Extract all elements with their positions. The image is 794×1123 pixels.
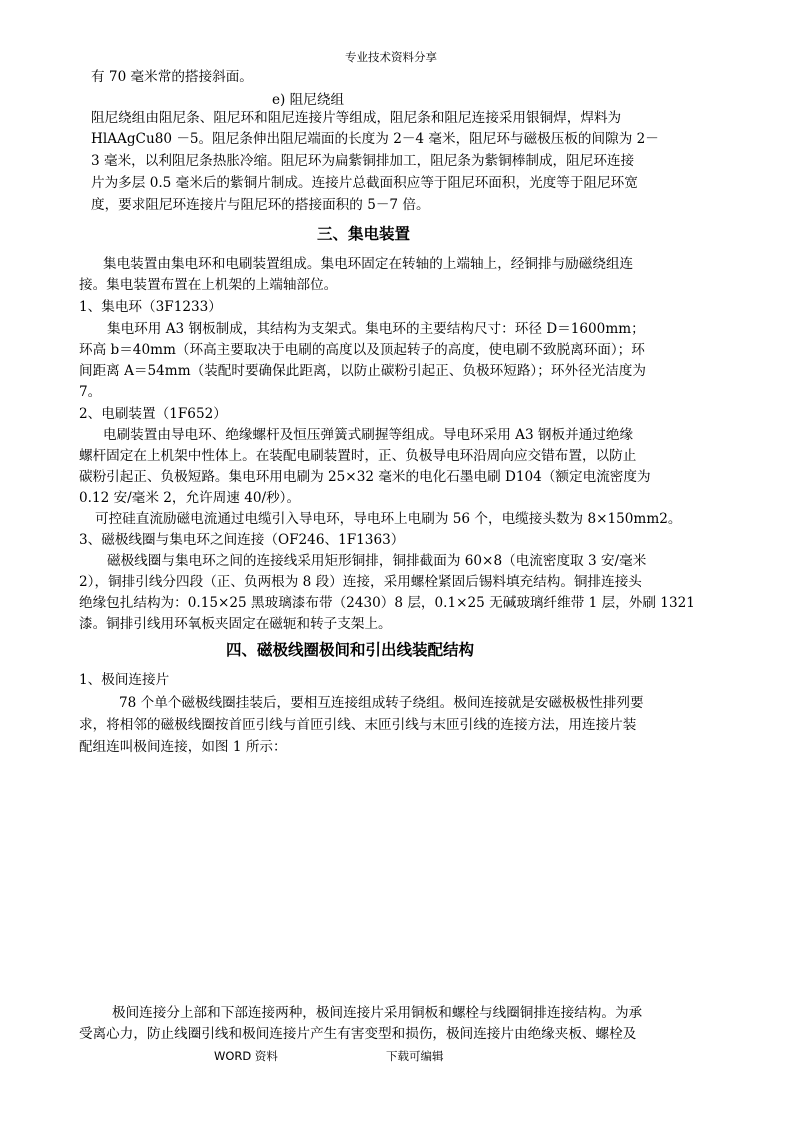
paragraph-line: 阻尼绕组由阻尼条、阻尼环和阻尼连接片等组成，阻尼条和阻尼连接采用银铜焊，焊料为 (91, 110, 622, 126)
list-item-heading: 1、集电环（3F1233） (79, 299, 222, 315)
paragraph-line: 集电环用 A3 钢板制成，其结构为支架式。集电环的主要结构尺寸：环径 D＝1600mm； (107, 321, 645, 337)
paragraph-line: 2），铜排引线分四段（正、负两根为 8 段）连接，采用螺栓紧固后锡料填充结构。铜排连接头 (79, 574, 642, 590)
section-heading-3: 三、集电装置 (317, 225, 411, 243)
paragraph-line: 7。 (79, 384, 102, 400)
paragraph-line: 漆。铜排引线用环氧板夹固定在磁轭和转子支架上。 (79, 616, 392, 632)
paragraph-line: 0.12 安/毫米 2，允许周速 40/秒）。 (79, 490, 301, 506)
paragraph-line: 3 毫米，以利阻尼条热胀冷缩。阻尼环为扁紫铜排加工，阻尼条为紫铜棒制成，阻尼环连接 (91, 153, 635, 169)
list-item-heading: 1、极间连接片 (79, 672, 170, 688)
paragraph-line: 求，将相邻的磁极线圈按首匝引线与首匝引线、末匝引线与末匝引线的连接方法，用连接片装 (79, 717, 637, 733)
paragraph-line: 螺杆固定在上机架中性体上。在装配电刷装置时，正、负极导电环沿周向应交错布置，以防止 (79, 448, 637, 464)
list-item-heading: 3、磁极线圈与集电环之间连接（OF246、1F1363） (79, 532, 405, 548)
paragraph-line: 片为多层 0.5 毫米后的紫铜片制成。连接片总截面积应等于阻尼环面积，光度等于阻尼环宽 (91, 175, 638, 191)
paragraph-line: 度，要求阻尼环连接片与阻尼环的搭接面积的 5－7 倍。 (91, 197, 430, 213)
page-header: 专业技术资料分享 (345, 50, 437, 64)
footer-right: 下载可编辑 (386, 1049, 444, 1063)
paragraph-line: 配组连叫极间连接，如图 1 所示： (79, 739, 287, 755)
paragraph-line: 可控硅直流励磁电流通过电缆引入导电环，导电环上电刷为 56 个，电缆接头数为 8×150mm2。 (95, 511, 682, 527)
paragraph-line: 集电装置由集电环和电刷装置组成。集电环固定在转轴的上端轴上，经铜排与励磁绕组连 (103, 256, 634, 272)
paragraph-line: 接。集电装置布置在上机架的上端轴部位。 (79, 277, 338, 293)
paragraph-line: 电刷装置由导电环、绝缘螺杆及恒压弹簧式刷握等组成。导电环采用 A3 钢板并通过绝缘 (103, 427, 634, 443)
paragraph-line: 极间连接分上部和下部连接两种，极间连接片采用铜板和螺栓与线圈铜排连接结构。为承 (112, 1005, 643, 1021)
paragraph-line: 环高 b＝40mm（环高主要取决于电刷的高度以及顶起转子的高度，使电刷不致脱离环面）；环 (79, 342, 645, 358)
footer-left: WORD 资料 (214, 1049, 278, 1063)
paragraph-line: 碳粉引起正、负极短路。集电环用电刷为 25×32 毫米的电化石墨电刷 D104（额定电流密度为 (79, 469, 651, 485)
paragraph-line: 受离心力，防止线圈引线和极间连接片产生有害变型和损伤，极间连接片由绝缘夹板、螺栓及 (79, 1026, 637, 1042)
subheading-damper-winding: e) 阻尼绕组 (272, 92, 345, 108)
paragraph-line: 78 个单个磁极线圈挂装后，要相互连接组成转子绕组。极间连接就是安磁极极性排列要 (119, 695, 644, 711)
paragraph-line: HlAAgCu80 －5。阻尼条伸出阻尼端面的长度为 2－4 毫米，阻尼环与磁极压板的间隙为 2－ (91, 131, 659, 147)
paragraph-line: 绝缘包扎结构为：0.15×25 黑玻璃漆布带（2430）8 层，0.1×25 无碱玻璃纤维带 1 层，外刷 1321 (79, 595, 695, 611)
paragraph-line: 间距离 A＝54mm（装配时要确保此距离，以防止碳粉引起正、负极环短路）；环外径光洁度为 (79, 363, 646, 379)
list-item-heading: 2、电刷装置（1F652） (79, 406, 227, 422)
paragraph-line: 有 70 毫米常的搭接斜面。 (91, 69, 253, 85)
section-heading-4: 四、磁极线圈极间和引出线装配结构 (226, 641, 475, 659)
paragraph-line: 磁极线圈与集电环之间的连接线采用矩形铜排，铜排截面为 60×8（电流密度取 3 安/毫米 (107, 553, 647, 569)
